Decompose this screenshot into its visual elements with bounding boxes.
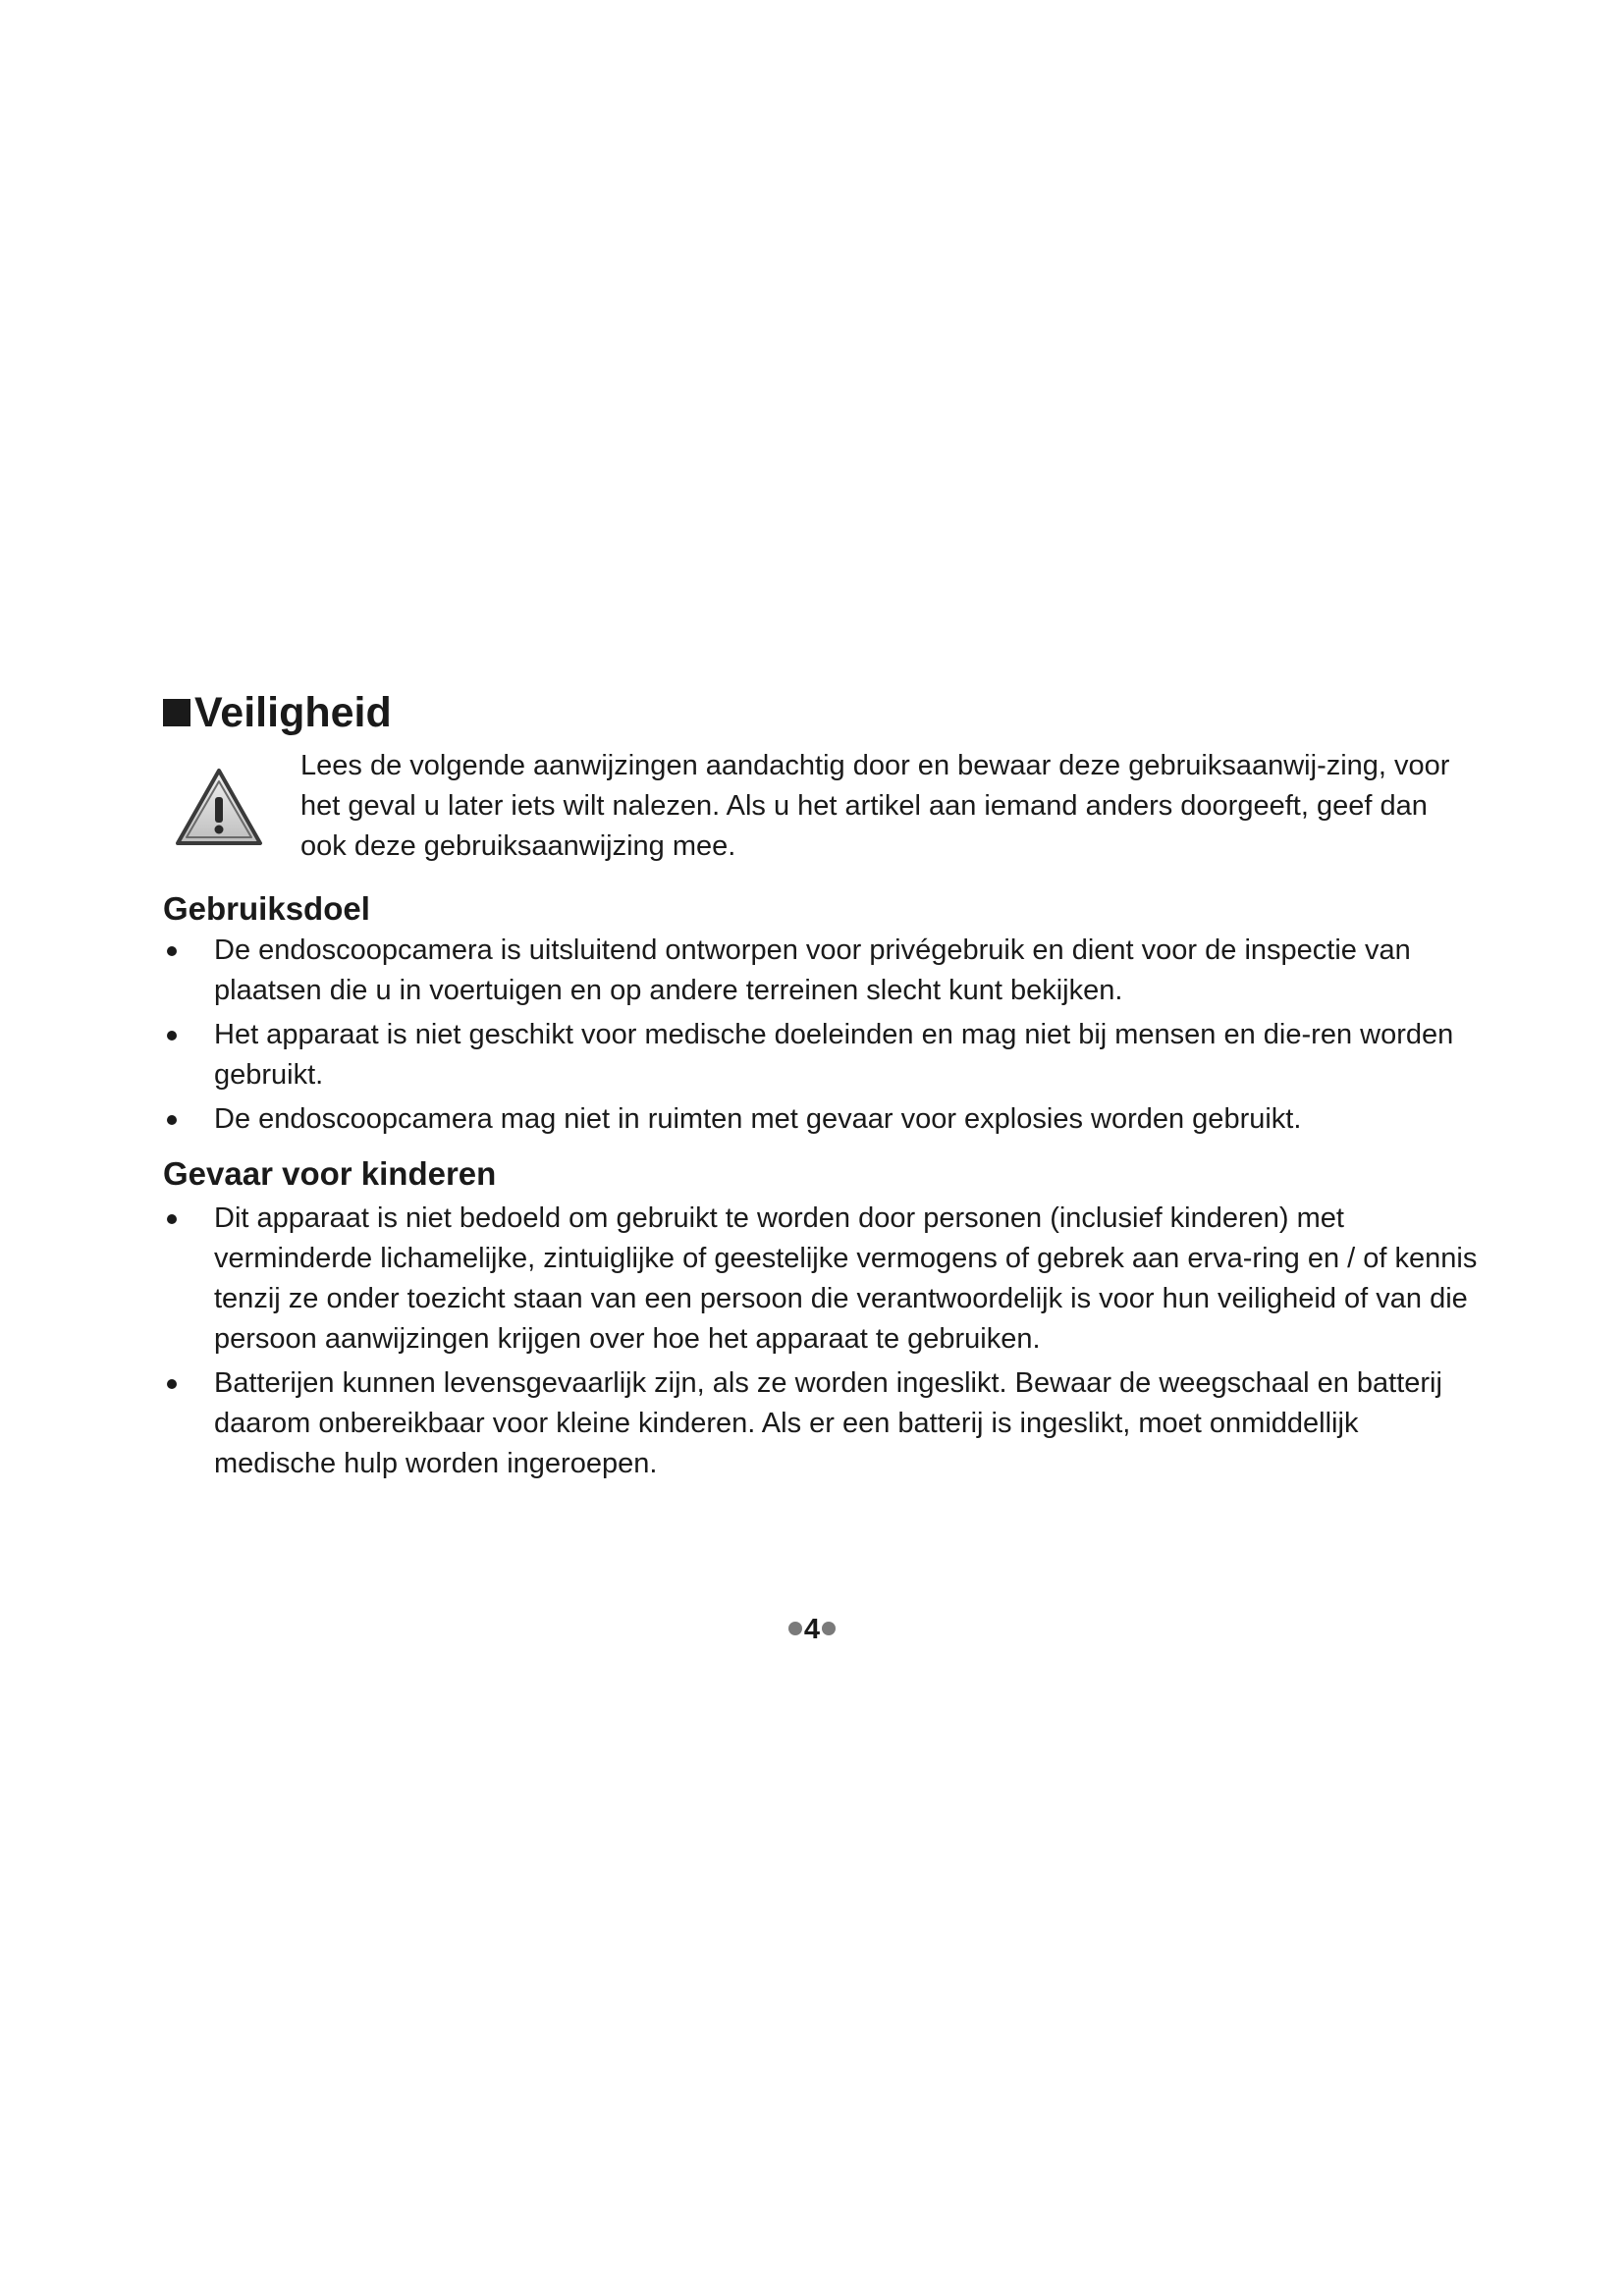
- bullet-dot-icon: [167, 1214, 177, 1224]
- black-square-bullet-icon: [163, 699, 190, 726]
- bullet-dot-icon: [167, 1031, 177, 1041]
- list-item-text: Dit apparaat is niet bedoeld om gebruikt te worden door personen (inclusief kinderen) met verminderde lichamelijke, zintuiglijke of geestelijke vermogens of gebrek aan erva-ring en / of kennis tenzij ze onder toezicht staan van een persoon die verantwoordelijk is voor hun veiligheid of van die persoon aanwijzingen krijgen over hoe het apparaat te gebruiken.: [214, 1202, 1478, 1355]
- bullet-dot-icon: [167, 1379, 177, 1389]
- bullet-dot-icon: [167, 946, 177, 956]
- list-item: [163, 931, 1479, 1011]
- subsection-title-gebruiksdoel: Gebruiksdoel: [163, 890, 370, 927]
- page-number: [0, 1612, 1624, 1647]
- list-item-text: Het apparaat is niet geschikt voor medische doeleinden en mag niet bij mensen en die-ren worden gebruikt.: [214, 1019, 1454, 1091]
- list-item: [163, 1363, 1479, 1484]
- list-item-text: De endoscoopcamera is uitsluitend ontworpen voor privégebruik en dient voor de inspectie van plaatsen die u in voertuigen en op andere terreinen slecht kunt bekijken.: [214, 934, 1411, 1006]
- page-number-text: 4: [803, 1614, 821, 1645]
- list-item: [163, 1199, 1479, 1360]
- list-item-text: De endoscoopcamera mag niet in ruimten met gevaar voor explosies worden gebruikt.: [214, 1103, 1302, 1135]
- bullet-dot-icon: [167, 1115, 177, 1125]
- list-item: [163, 1015, 1479, 1095]
- page-number-right-dot-icon: [822, 1622, 836, 1635]
- bullet-list-gevaar-voor-kinderen: [163, 1199, 1479, 1488]
- page-number-left-dot-icon: [788, 1622, 802, 1635]
- bullet-list-gebruiksdoel: [163, 931, 1479, 1144]
- warning-triangle-icon: [175, 768, 263, 846]
- intro-paragraph: Lees de volgende aanwijzingen aandachtig door en bewaar deze gebruiksaanwij-zing, voor het geval u later iets wilt nalezen. Als u het artikel aan iemand anders doorgeeft, geef dan ook deze gebruiksaanwijzing mee.: [300, 750, 1450, 862]
- section-title-text: Veiligheid: [194, 689, 392, 736]
- subsection-title-gevaar-voor-kinderen: Gevaar voor kinderen: [163, 1155, 497, 1192]
- list-item: [163, 1099, 1479, 1140]
- section-title: [163, 687, 392, 738]
- list-item-text: Batterijen kunnen levensgevaarlijk zijn, als ze worden ingeslikt. Bewaar de weegschaal en batterij daarom onbereikbaar voor kleine kinderen. Als er een batterij is ingeslikt, moet onmiddellijk medische hulp worden ingeroepen.: [214, 1367, 1442, 1479]
